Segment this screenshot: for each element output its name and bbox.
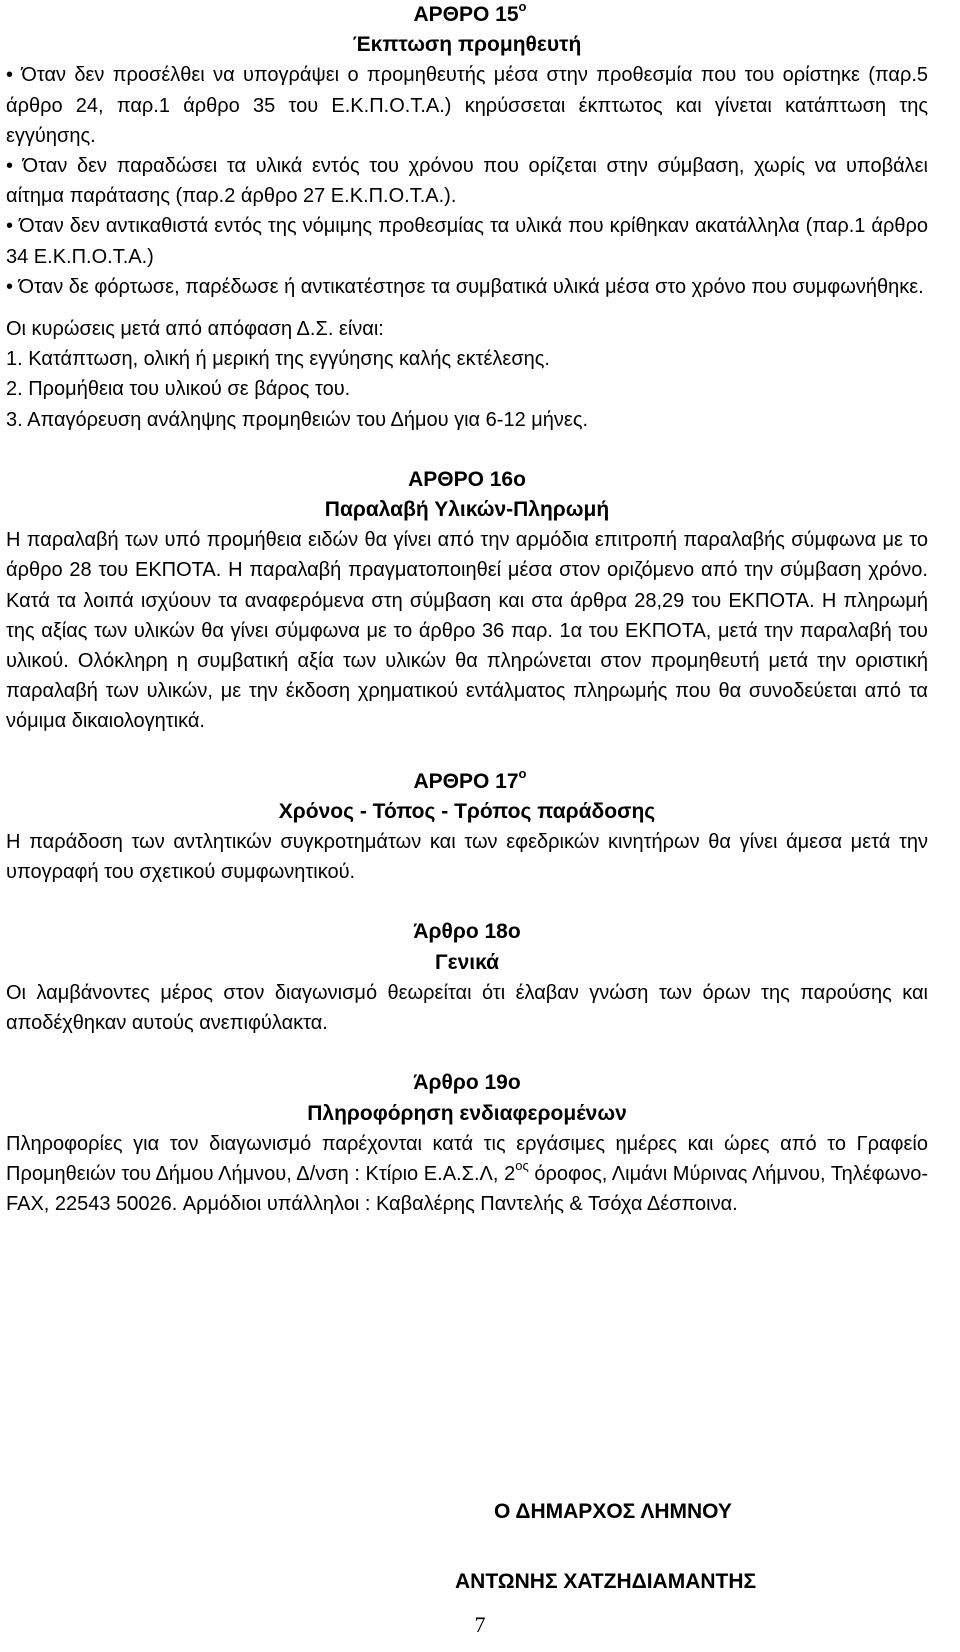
signature-role: Ο ΔΗΜΑΡΧΟΣ ΛΗΜΝΟΥ (494, 1500, 732, 1523)
article-17-heading-sup: ο (518, 765, 527, 781)
article-15-bullet-3: • Όταν δεν αντικαθιστά εντός της νόμιμης προθεσμίας τα υλικά που κρίθηκαν ακατάλληλα (παρ.1 άρθρο 34 Ε.Κ.Π.Ο.Τ.Α.) (6, 215, 928, 268)
article-17-heading-text: ΑΡΘΡΟ 17 (413, 769, 519, 793)
signature-name: ΑΝΤΩΝΗΣ ΧΑΤΖΗΔΙΑΜΑΝΤΗΣ (455, 1570, 757, 1593)
article-15-bullet-1: • Όταν δεν προσέλθει να υπογράψει ο προμηθευτής μέσα στην προθεσμία που του ορίστηκε (παρ.5 άρθρο 24, παρ.1 άρθρο 35 του Ε.Κ.Π.Ο.Τ.Α.) κηρύσσεται έκπτωτος και γίνεται κατάπτωση της εγγύησης. (6, 64, 928, 147)
article-16-heading: ΑΡΘΡΟ 16ο (408, 467, 526, 491)
article-19-floor-sup: ος (515, 1158, 529, 1174)
spacer (6, 1038, 928, 1068)
article-16-body-part-2: Κατά τα λοιπά ισχύουν τα αναφερόμενα στη σύμβαση και στα άρθρα 28,29 του ΕΚΠΟΤΑ. Η πληρωμή της αξίας των υλικών θα γίνει σύμφωνα με το άρθρο 36 παρ. 1α του ΕΚΠΟΤΑ, μετά την παραλαβή του υλικού. (6, 589, 928, 673)
article-15-heading-text: ΑΡΘΡΟ 15 (413, 3, 519, 26)
article-16-body (6, 525, 928, 736)
article-18-body: Οι λαμβάνοντες μέρος στον διαγωνισμό θεωρείται ότι έλαβαν γνώση των όρων της παρούσης και αποδέχθηκαν αυτούς ανεπιφύλακτα. (6, 981, 928, 1035)
article-17-body: Η παράδοση των αντλητικών συγκροτημάτων και των εφεδρικών κινητήρων θα γίνει άμεσα μετά την υπογραφή του σχετικού συμφωνητικού. (6, 831, 928, 884)
sanction-item-2: 2. Προμήθεια του υλικού σε βάρος του. (6, 378, 351, 401)
article-18-heading: Άρθρο 18ο (413, 920, 521, 944)
article-17-title: Χρόνος - Τόπος - Τρόπος παράδοσης (278, 799, 656, 823)
page-number: 7 (474, 1612, 486, 1637)
article-16-title: Παραλαβή Υλικών-Πληρωμή (324, 498, 610, 522)
spacer (6, 887, 928, 917)
sanctions-intro: Οι κυρώσεις μετά από απόφαση Δ.Σ. είναι: (6, 318, 384, 341)
article-15-bullet-4: • Όταν δε φόρτωσε, παρέδωσε ή αντικατέστησε τα συμβατικά υλικά μέσα στο χρόνο που συμφωνήθηκε. (6, 275, 924, 298)
sanction-item-1: 1. Κατάπτωση, ολική ή μερική της εγγύησης καλής εκτέλεσης. (6, 348, 550, 371)
article-19-body (6, 1129, 928, 1220)
sanction-item-3: 3. Απαγόρευση ανάληψης προμηθειών του Δήμου για 6-12 μήνες. (6, 408, 589, 431)
article-15-heading (6, 0, 928, 30)
spacer (6, 737, 928, 767)
document-page (6, 0, 928, 1219)
article-19-floor-number: 2 (504, 1162, 516, 1185)
article-15-heading-sup: ο (518, 0, 527, 14)
spacer (6, 435, 928, 465)
article-16-body-part-3: Ολόκληρη η συμβατική αξία των υλικών θα πληρώνεται στον προμηθευτή μετά την οριστική παραλαβή των υλικών, με την έκδοση χρηματικού εντάλματος πληρωμής που θα συνοδεύεται από τα νόμιμα δικαιολογητικά. (6, 650, 928, 733)
article-19-body-part-1: Πληροφορίες για τον διαγωνισμό παρέχονται κατά τις εργάσιμες ημέρες και ώρες από το Γραφείο Προμηθειών του Δήμου Λήμνου, Δ/νση : Κτίριο Ε.Α.Σ.Λ, (6, 1132, 928, 1185)
article-17-heading (6, 767, 928, 797)
article-18-title: Γενικά (434, 950, 500, 974)
article-16-body-part-1: Η παραλαβή των υπό προμήθεια ειδών θα γίνει από την αρμόδια επιτροπή παραλαβής σύμφωνα με το άρθρο 28 του ΕΚΠΟΤΑ. Η παραλαβή πραγματοποιηθεί μέσα στον οριζόμενο από την σύμβαση χρόνο. (6, 529, 928, 582)
article-19-body-part-2: όροφος, Λιμάνι Μύρινας Λήμνου, Τηλέφωνο- FAX, 22543 50026. Αρμόδιοι υπάλληλοι : Καβαλέρης Παντελής & Τσόχα Δέσποινα. (6, 1162, 929, 1216)
article-15-title: Έκπτωση προμηθευτή (352, 33, 582, 57)
spacer (6, 302, 928, 314)
article-15-bullet-2: • Όταν δεν παραδώσει τα υλικά εντός του χρόνου που ορίζεται στην σύμβαση, χωρίς να υποβάλει αίτημα παράτασης (παρ.2 άρθρο 27 Ε.Κ.Π.Ο.Τ.Α.). (6, 155, 928, 208)
article-19-title: Πληροφόρηση ενδιαφερομένων (307, 1101, 627, 1125)
article-19-heading: Άρθρο 19ο (413, 1071, 521, 1095)
